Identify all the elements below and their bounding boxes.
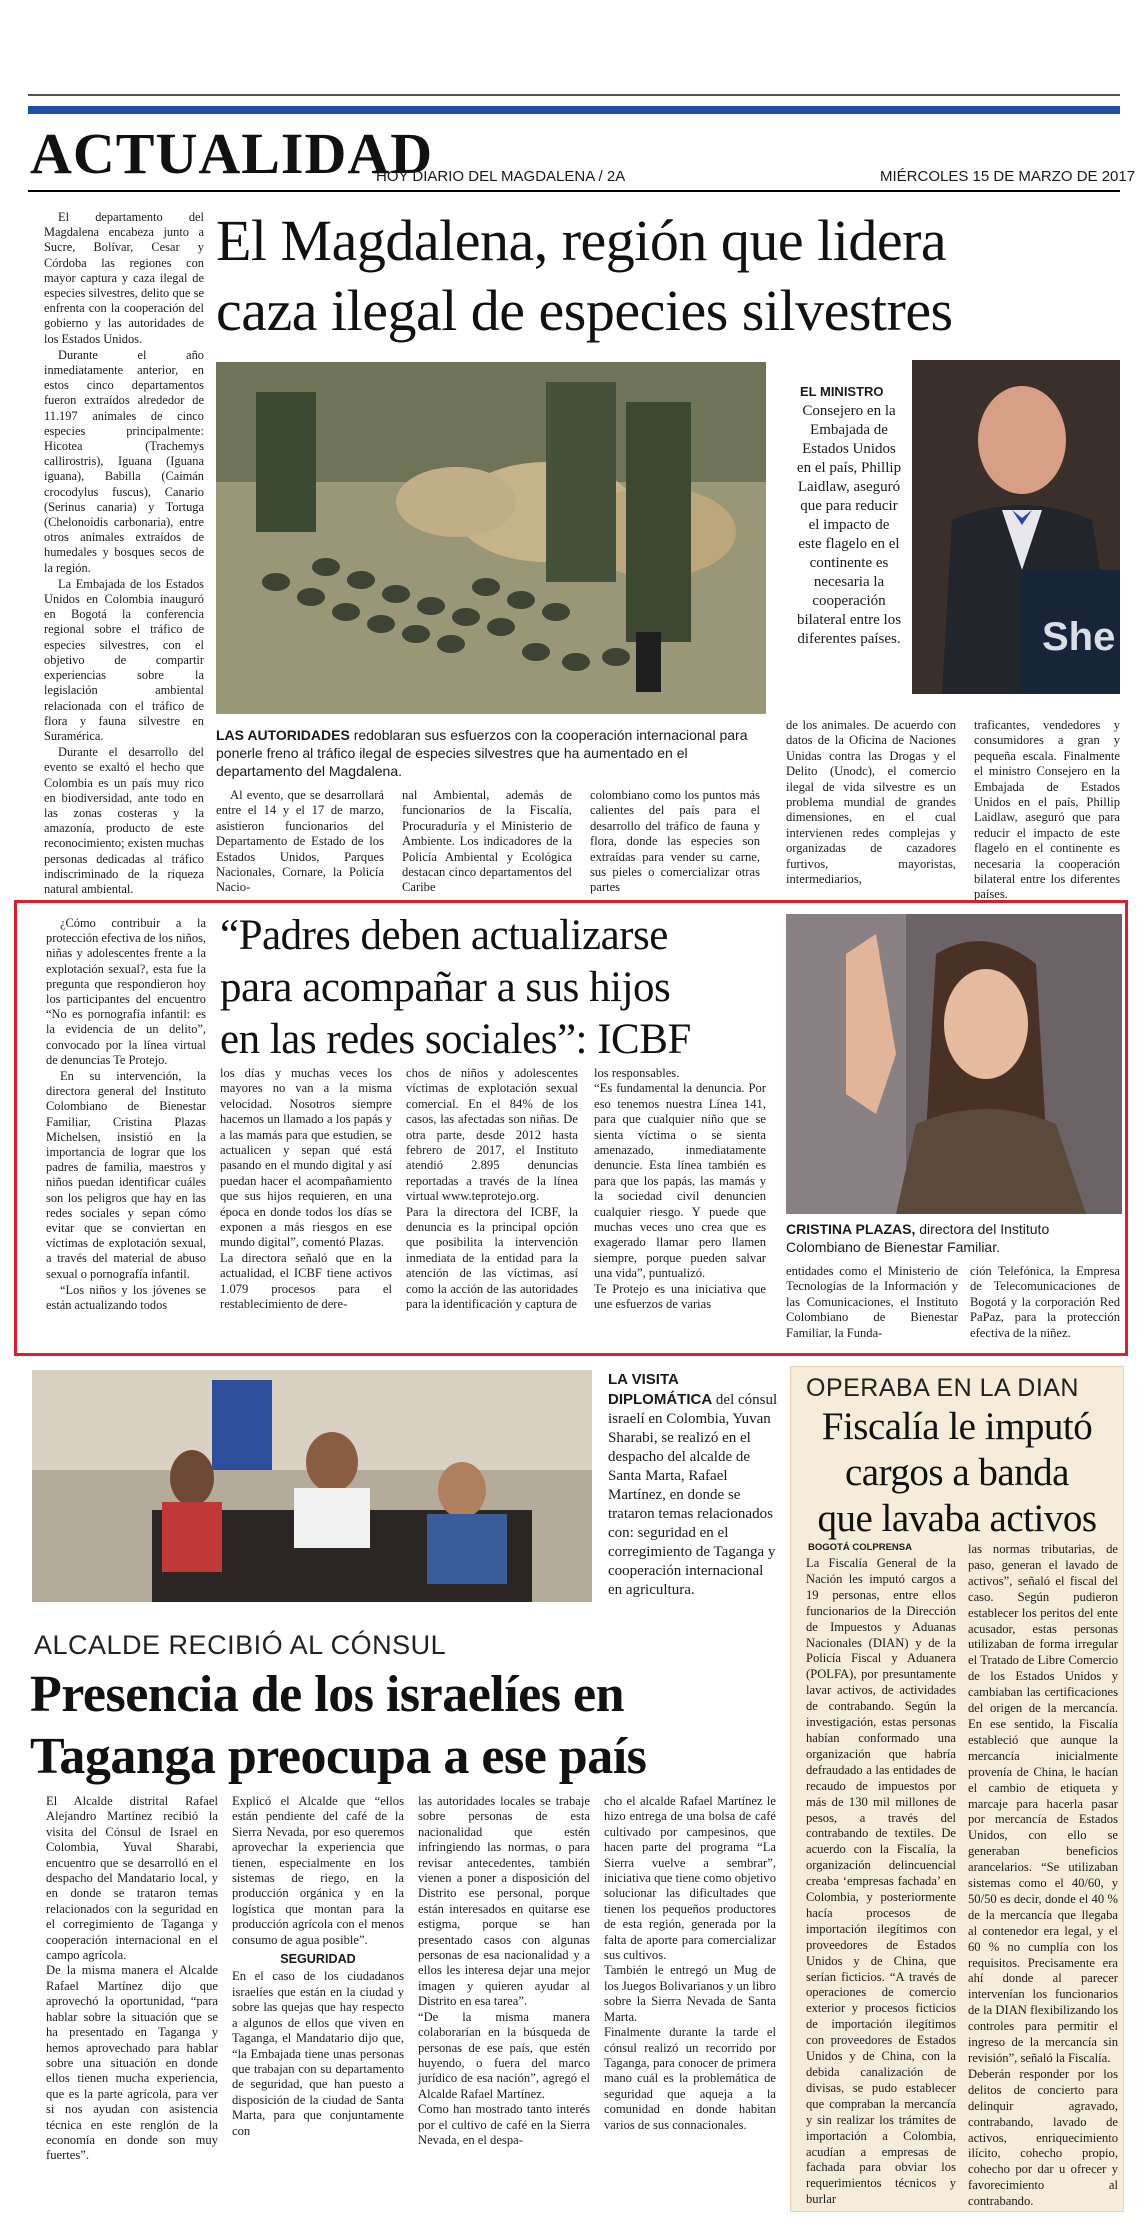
turtles-illustration xyxy=(216,362,766,714)
top-thin-rule xyxy=(28,94,1120,96)
story3-headline xyxy=(30,1664,790,1788)
story4-headline-line2: cargos a banda xyxy=(844,1451,1069,1494)
svg-text:She: She xyxy=(1042,615,1116,659)
header-underline xyxy=(28,190,1120,192)
story1-left-p1: El departamento del Magdalena encabeza junto a Sucre, Bolívar, Cesar y Córdoba las regiones con mayor captura y caza ilegal de especies silvestres, delito que se enfrenta con la cooperación del gobierno y las autoridades de los Estados Unidos. xyxy=(44,210,204,346)
story3-kicker: ALCALDE RECIBIÓ AL CÓNSUL xyxy=(34,1630,447,1660)
story1-headline-line2: caza ilegal de especies silvestres xyxy=(216,278,953,343)
story1-col5: de los animales. De acuerdo con datos de la Oficina de Naciones Unidas contra las Drogas y el Delito (Unodc), el comercio ilegal de vida silvestre es un problema mundial de grandes dimensiones, en el cual intervienen redes complejas y organizadas de cazadores furtivos, mayoristas, intermediarios, xyxy=(786,718,956,887)
minister-text: Consejero en la Embajada de Estados Unidos en el país, Phillip Laidlaw, aseguró que para reducir el impacto de este flagelo en el continente es necesaria la cooperación bilateral entre los diferentes países. xyxy=(796,403,902,647)
story3-col2 xyxy=(232,1794,404,2139)
story1-left-p3: La Embajada de los Estados Unidos en Colombia inauguró en Bogotá la conferencia regional sobre el tráfico de especies silvestres, con el objetivo de compartir experiencias sobre la legislación ambiental relacionada con el tráfico de flora y fauna silvestre en Suramérica. xyxy=(44,576,204,743)
story4-kicker: OPERABA EN LA DIAN xyxy=(806,1374,1079,1402)
story1-photo-turtles xyxy=(216,362,766,714)
story3-col4: cho el alcalde Rafael Martínez le hizo entrega de una bolsa de café cultivado por campesinos, que hacen parte del programa “La Sierra vuelve a sembrar”, iniciativa que tiene como objetivo solucionar las dificultades que tienen los pequeños productores de esta región, generada por la falta de aporte para comercializar sus cultivos. También le entregó un Mug de los Juegos Bolivarianos y un libro sobre la Sierra Nevada de Santa Marta. Finalmente durante la tarde el cónsul realizó un recorrido por Taganga, para conocer de primera mano cuál es la problemática de seguridad que aqueja a la comunidad en donde habitan varios de sus connacionales. xyxy=(604,1794,776,2132)
story2-photo-caption xyxy=(786,1220,1122,1256)
story1-photo-caption xyxy=(216,726,776,780)
story3-photo-caption xyxy=(608,1370,778,1600)
story1-left-p2: Durante el año inmediatamente anterior, en estos cinco departamentos fueron extraídos alrededor de 11.197 animales de cinco especies principalmente: Hicotea (Trachemys callirostris), Iguana (Iguana iguana), Babilla (Caimán crocodylus fuscus), Canario (Serinus canaria) y Tortuga (Chelonoidis carbonaria), entre otros animales extraídos de humedales y bosques secos de la región. xyxy=(44,347,204,575)
story2-col6: ción Telefónica, la Empresa de Telecomunicaciones de Bogotá y la corporación Red PaPaz, para la protección efectiva de la niñez. xyxy=(970,1264,1120,1340)
minister-label: EL MINISTRO xyxy=(800,384,884,399)
story1-headline xyxy=(216,206,1126,346)
story2-col2: los días y muchas veces los mayores no van a la misma velocidad. Nosotros siempre hacemos un llamado a los papás y a las mamás para que estudien, se actualicen y sepan qué está pasando en el mundo digital y así puedan hacer el acompañamiento que sus hijos requieren, en una época en donde todos los días se exponen a más riesgos en ese mundo digital”, comentó Plazas. La directora señaló que en la actualidad, el ICBF tiene activos 1.079 procesos para el restablecimiento de dere- xyxy=(220,1066,392,1312)
consul-meeting-photo xyxy=(32,1370,592,1602)
story1-left-p4: Durante el desarrollo del evento se exaltó el hecho que Colombia es un país muy rico en biodiversidad, ante todo en las zonas costeras y la amazonía, producto de este reconocimiento; existen muchas personas dedicadas al tráfico indiscriminado de la riqueza natural ambiental. xyxy=(44,745,204,896)
story4-col2: las normas tributarias, de paso, generan el lavado de activos”, señaló el fiscal del caso. Según pudieron establecer los peritos del ente acusador, estas personas utilizaban de forma irregular el Tratado de Libre Comercio de los Estados Unidos y cambiaban las certificaciones del origen de la mercancía. En ese sentido, la Fiscalía estableció que aunque la mercancía inicialmente provenía de China, le hacían el cambio de etiqueta y marcaje para hacerla pasar por mercancía de Estados Unidos, con ello se generaban beneficios arancelarios. “Se utilizaban sistemas como el 40/60, y 50/50 es decir, donde el 40 % de la mercancía que llegaba al contenedor era legal, y el 60 % no cumplía con los requisitos. Precisamente era ahí donde al parecer intervenían los funcionarios de la DIAN flexibilizando los controles para permitir el ingreso de la mercancía sin revisión”, señaló la Fiscalía. Deberán responder por los delitos de concierto para delinquir agravado, contrabando, lavado de activos, enriquecimiento ilícito, cohecho propio, cohecho por dar u ofrecer y favorecimiento al contrabando. xyxy=(968,1542,1118,2209)
meeting-illustration xyxy=(32,1370,592,1602)
story3-subhead-seguridad: SEGURIDAD xyxy=(280,1952,356,1967)
story1-left-column xyxy=(44,210,204,898)
story1-col6: traficantes, vendedores y consumidores a gran y pequeña escala. Finalmente el ministro Consejero en la Embajada de Estados Unidos en el país, Phillip Laidlaw, aseguró que para reducir el impacto de este flagelo en el continente es necesaria la cooperación bilateral entre los diferentes países. xyxy=(974,718,1120,902)
story2-headline-line1: “Padres deben actualizarse xyxy=(220,912,668,959)
minister-photo xyxy=(912,360,1120,694)
story2-col5: entidades como el Ministerio de Tecnologías de la Información y las Comunicaciones, el Instituto Colombiano de Bienestar Familiar, la Funda- xyxy=(786,1264,958,1340)
story3-col2b-text: En el caso de los ciudadanos israelíes que están en la ciudad y sobre las quejas que hay respecto a algunos de ellos que viven en Taganga, el Mandatario dijo que, “la Embajada tiene unas personas que trabajan con su departamento de seguridad, que han puesto a disposición de la ciudad de Santa Marta, para que conjuntamente con xyxy=(232,1969,404,2138)
director-illustration xyxy=(786,914,1122,1214)
story3-headline-line2: Taganga preocupa a ese país xyxy=(30,1728,647,1785)
story3-col1: El Alcalde distrital Rafael Alejandro Martínez recibió la visita del Cónsul de Israel en Colombia, Yuval Sharabi, encuentro que se desarrolló en el despacho del Mandatario local, y en donde se trataron temas relacionados con la seguridad en el corregimiento de Taganga y cooperación internacional en el campo agrícola. De la misma manera el Alcalde Rafael Martínez dijo que aprovechó la oportunidad, “para hablar sobre la situación que se ha presentado en Taganga y hemos aprovechado para hablar sobre una situación en donde ellos tienen mucha experiencia, que es la parte agrícola, para ver si nos ayudan con asistencia técnica en este renglón de la economía en donde son muy fuertes”. xyxy=(46,1794,218,2163)
story3-col2-text: Explicó el Alcalde que “ellos están pendiente del café de la Sierra Nevada, por eso queremos aprovechar la experiencia que tienen, especialmente en los sistemas de riego, en la producción orgánica y en la logística que montan para la producción agrícola con el menos consumo de agua posible”. xyxy=(232,1794,404,1947)
story1-caption-label: LAS AUTORIDADES xyxy=(216,727,350,743)
story4-headline-line3: que lavaba activos xyxy=(817,1497,1097,1540)
story4-headline-line1: Fiscalía le imputó xyxy=(821,1405,1093,1448)
story2-headline-line3: en las redes sociales”: ICBF xyxy=(220,1016,691,1063)
story2-caption-text: directora del Instituto Colombiano de Bienestar Familiar. xyxy=(786,1221,1050,1255)
story1-col3: nal Ambiental, además de funcionarios de la Fiscalía, Procuraduría y el Ministerio de Ambiente. Los indicadores de la Policía Ambiental y Ecológica destacan cinco departamentos del Caribe xyxy=(402,788,572,895)
story3-caption-text: del cónsul israelí en Colombia, Yuvan Sharabi, se realizó en el despacho del alcalde de Santa Marta, Rafael Martínez, en donde se trataron temas relacionados con: seguridad en el corregimiento de Taganga y cooperación internacional en agricultura. xyxy=(608,1392,778,1598)
issue-date: MIÉRCOLES 15 DE MARZO DE 2017 xyxy=(880,168,1136,185)
story2-left-p1: ¿Cómo contribuir a la protección efectiva de los niños, niñas y adolescentes frente a la explotación sexual?, esta fue la pregunta que respondieron hoy los participantes del encuentro “No es pornografía infantil: es la evidencia de un delito”, convocado por la línea virtual de denuncias Te Protejo. xyxy=(46,916,206,1067)
story2-headline xyxy=(220,910,780,1066)
story2-headline-line2: para acompañar a sus hijos xyxy=(220,964,671,1011)
story2-col4: los responsables. “Es fundamental la denuncia. Por eso tenemos nuestra Línea 141, para que cualquier niño que se sienta víctima o se sienta amenazado, inmediatamente denuncie. Esta línea también es para que los papás, las mamás y la sociedad civil denuncien cualquier riesgo. Y puede que muchas veces uno crea que es exagerado llamar pero llamen siempre, porque pueden salvar una vida”, puntualizó. Te Protejo es una iniciativa que une esfuerzos de varias xyxy=(594,1066,766,1312)
story1-col4: colombiano como los puntos más calientes del país para el desarrollo del tráfico de fauna y flora, donde las especies son extraídas para vender su carne, sus pieles o comercializar otras partes xyxy=(590,788,760,895)
paper-name: HOY DIARIO DEL MAGDALENA / 2A xyxy=(376,168,626,185)
story2-caption-label: CRISTINA PLAZAS, xyxy=(786,1221,916,1237)
story2-left-p3: “Los niños y los jóvenes se están actualizando todos xyxy=(46,1282,206,1313)
story3-col3: las autoridades locales se trabaje sobre personas de esta nacionalidad que estén infringiendo las normas, o para revisar antecedentes, también vienen a poner a disposición del Distrito ese personal, porque están interesados en quitarse ese estigma, porque se han presentado casos con algunas personas de esa nacionalidad y a ellos les interesa dejar una mejor imagen y quieren ayudar al Distrito en esa tarea”. “De la misma manera colaborarían en la búsqueda de personas de ese país, que estén huyendo, o fuera del marco jurídico de esa nación”, agregó el Alcalde Rafael Martínez. Como han mostrado tanto interés por el cultivo de café en la Sierra Nevada, en el despa- xyxy=(418,1794,590,2147)
story2-col3: chos de niños y adolescentes víctimas de explotación sexual comercial. En el 84% de los casos, las afectadas son niñas. De otra parte, desde 2012 hasta febrero de 2017, el Instituto atendió 2.895 denuncias reportadas a través de la línea virtual www.teprotejo.org. Para la directora del ICBF, la denuncia es la principal opción que posibilita la intervención inmediata de la entidad para la atención de las víctimas, así como la acción de las autoridades para la identificación y captura de xyxy=(406,1066,578,1312)
story1-caption-text: redoblaran sus esfuerzos con la cooperación internacional para ponerle freno al tráfico ilegal de especies silvestres que ha aumentado en el departamento del Magdalena. xyxy=(216,727,748,779)
section-title: ACTUALIDAD xyxy=(30,121,434,186)
story4-headline xyxy=(796,1404,1118,1542)
story4-byline: BOGOTÁ COLPRENSA xyxy=(808,1542,912,1553)
story3-headline-line1: Presencia de los israelíes en xyxy=(30,1666,624,1723)
story2-left-p2: En su intervención, la directora general del Instituto Colombiano de Bienestar Familiar, Cristina Plazas Michelsen, insistió en la importancia de lograr que los padres de familia, maestros y niños puedan identificar cuáles son los peligros que hay en las redes sociales y sepan cómo evitar que se conviertan en víctimas de explotación sexual, a través del material de abuso sexual o pornografía infantil. xyxy=(46,1069,206,1281)
story2-left-column xyxy=(46,916,206,1314)
icbf-director-photo xyxy=(786,914,1122,1214)
story1-headline-line1: El Magdalena, región que lidera xyxy=(216,208,947,273)
story4-col1: La Fiscalía General de la Nación les imputó cargos a 19 personas, entre ellos funcionarios de la Dirección de Impuestos y Aduanas Nacionales (DIAN) y de la Policía Fiscal y Aduanera (POLFA), por presuntamente lavar activos, de actividades de contrabando. Según la investigación, estas personas habían conformado una organización que habría defraudado a las entidades de recaudo de impuestos por más de 130 mil millones de pesos, a través del contrabando de textiles. De acuerdo con la Fiscalía, la organización delincuencial creaba ‘empresas fachada’ en Colombia, y posteriormente hacía procesos de importación ilegítimos con proveedores de Estados Unidos y de China, que serían ficticios. “A través de operaciones de comercio exterior y procesos ficticios de importación ilegítimos con proveedores de Estados Unidos y de China, con la debida canalización de divisas, se pudo establecer que compraban la mercancía y sin realizar los trámites de importación a Colombia, acudían a empresas de fachada para obviar los requerimientos técnicos y burlar xyxy=(806,1556,956,2207)
story1-col2: Al evento, que se desarrollará entre el 14 y el 17 de marzo, asistieron funcionarios del Departamento de Estado de los Estados Unidos, Parques Nacionales, Cornare, la Policía Nacio- xyxy=(216,788,384,895)
minister-illustration xyxy=(912,360,1120,694)
top-blue-rule xyxy=(28,106,1120,114)
story3-caption-label: LA VISITA DIPLOMÁTICA xyxy=(608,1371,713,1408)
